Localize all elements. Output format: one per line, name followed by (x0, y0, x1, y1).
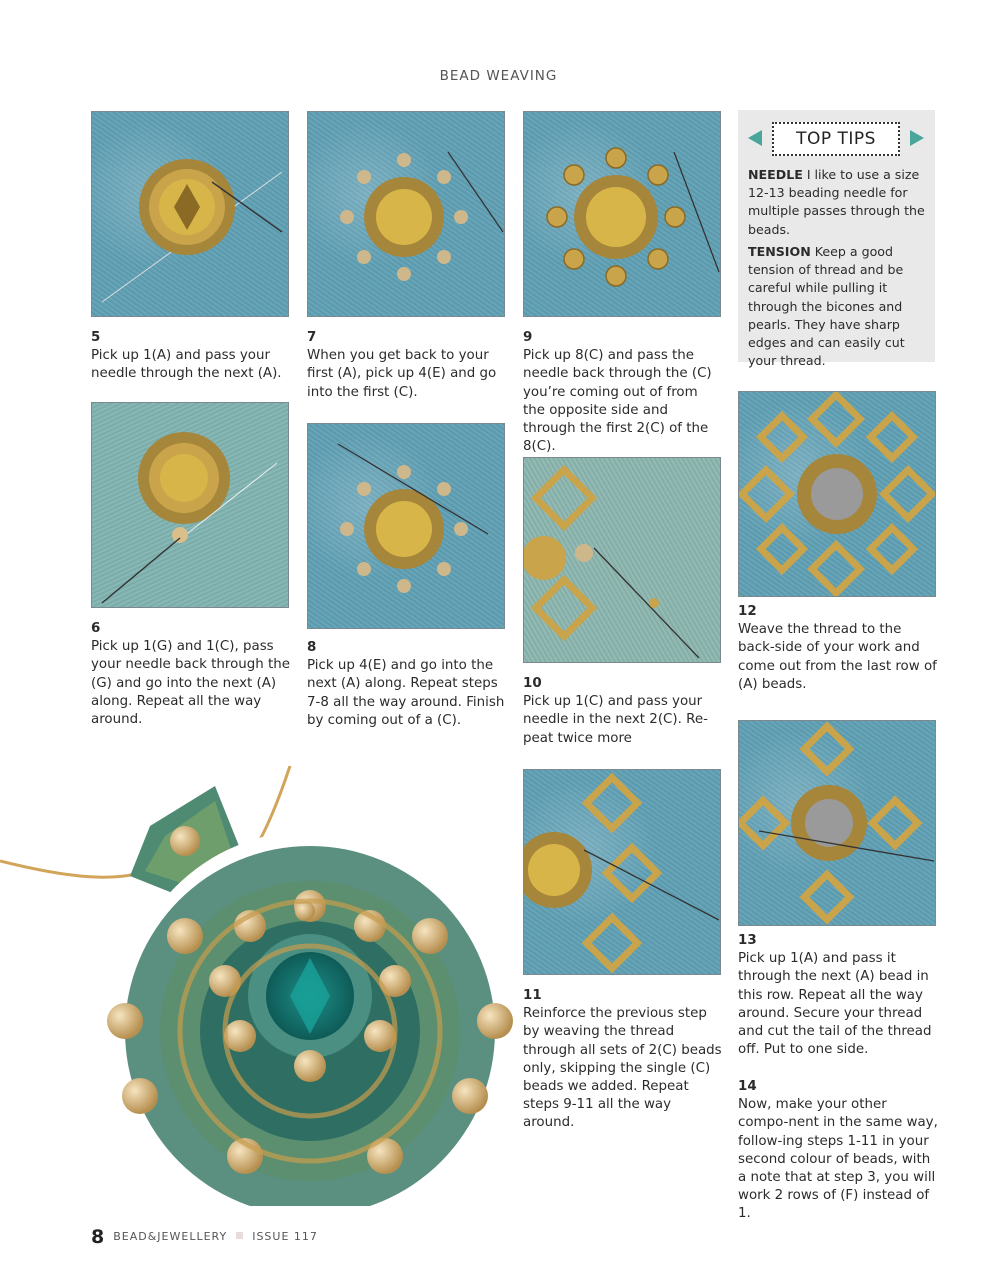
page-number: 8 (91, 1226, 106, 1248)
arrow-right-icon (910, 130, 924, 146)
step-5-photo (91, 111, 289, 317)
step-7-photo (307, 111, 505, 317)
top-tips-title: TOP TIPS (772, 122, 900, 156)
step-12-photo (738, 391, 936, 597)
step-text: Pick up 1(G) and 1(C), pass your needle back through the (G) and go into the next (A) along. Repeat all the way around. (91, 639, 290, 728)
step-number: 14 (738, 1079, 757, 1094)
step-number: 5 (91, 330, 101, 345)
step-number: 7 (307, 330, 317, 345)
arrow-left-icon (748, 130, 762, 146)
tip-label: TENSION (748, 244, 811, 259)
step-9-photo (523, 111, 721, 317)
tip-label: NEEDLE (748, 167, 803, 182)
step-6 (91, 620, 291, 729)
section-title: BEAD WEAVING (439, 68, 558, 84)
step-7 (307, 329, 507, 402)
step-text: Pick up 4(E) and go into the next (A) along. Repeat steps 7-8 all the way around. Finish by coming out of a (C). (307, 658, 505, 728)
step-14 (738, 1078, 938, 1224)
step-text: Pick up 1(A) and pass your needle through the next (A). (91, 348, 282, 382)
step-text: Now, make your other compo-nent in the same way, follow-ing steps 1-11 in your second colour of beads, with a note that at step 3, you will work 2 rows of (F) instead of 1. (738, 1097, 938, 1222)
page-footer (91, 1226, 318, 1248)
step-10 (523, 675, 723, 748)
step-text: Pick up 1(C) and pass your needle in the next 2(C). Re-peat twice more (523, 694, 708, 746)
step-text: Reinforce the previous step by weaving the thread through all sets of 2(C) beads only, skipping the single (C) beads we added. Repeat steps 9-11 all the way around. (523, 1006, 722, 1131)
step-number: 11 (523, 988, 542, 1003)
step-number: 9 (523, 330, 533, 345)
step-number: 6 (91, 621, 101, 636)
step-13-photo (738, 720, 936, 926)
step-number: 12 (738, 604, 757, 619)
tip-tension (748, 243, 930, 370)
tip-needle (748, 166, 930, 239)
step-10-photo (523, 457, 721, 663)
tip-text: Keep a good tension of thread and be careful while pulling it through the bicones and pearls. They have sharp edges and can easily cut your thread. (748, 244, 905, 369)
step-text: Weave the thread to the back-side of your work and come out from the last row of (A) beads. (738, 622, 937, 692)
step-11-photo (523, 769, 721, 975)
step-5 (91, 329, 291, 384)
step-text: Pick up 8(C) and pass the needle back through the (C) you’re coming out of from the opposite side and through the first 2(C) of the 8(C). (523, 348, 712, 455)
top-tips-box (738, 110, 935, 369)
step-number: 8 (307, 640, 317, 655)
step-8 (307, 639, 507, 730)
step-number: 13 (738, 933, 757, 948)
separator-square-icon (236, 1232, 243, 1239)
step-6-photo (91, 402, 289, 608)
issue-number: ISSUE 117 (252, 1230, 318, 1243)
step-8-photo (307, 423, 505, 629)
finished-pendant-photo (0, 766, 520, 1206)
magazine-name: BEAD&JEWELLERY (113, 1230, 228, 1243)
step-11 (523, 987, 723, 1133)
step-13 (738, 932, 938, 1059)
step-number: 10 (523, 676, 542, 691)
step-text: Pick up 1(A) and pass it through the next (A) bead in this row. Repeat all the way around. Secure your thread and cut the tail of the thread off. Put to one side. (738, 951, 932, 1058)
step-9 (523, 329, 723, 456)
tip-text: I like to use a size 12-13 beading needle for multiple passes through the beads. (748, 167, 925, 237)
step-12 (738, 603, 938, 694)
step-text: When you get back to your first (A), pick up 4(E) and go into the first (C). (307, 348, 497, 400)
